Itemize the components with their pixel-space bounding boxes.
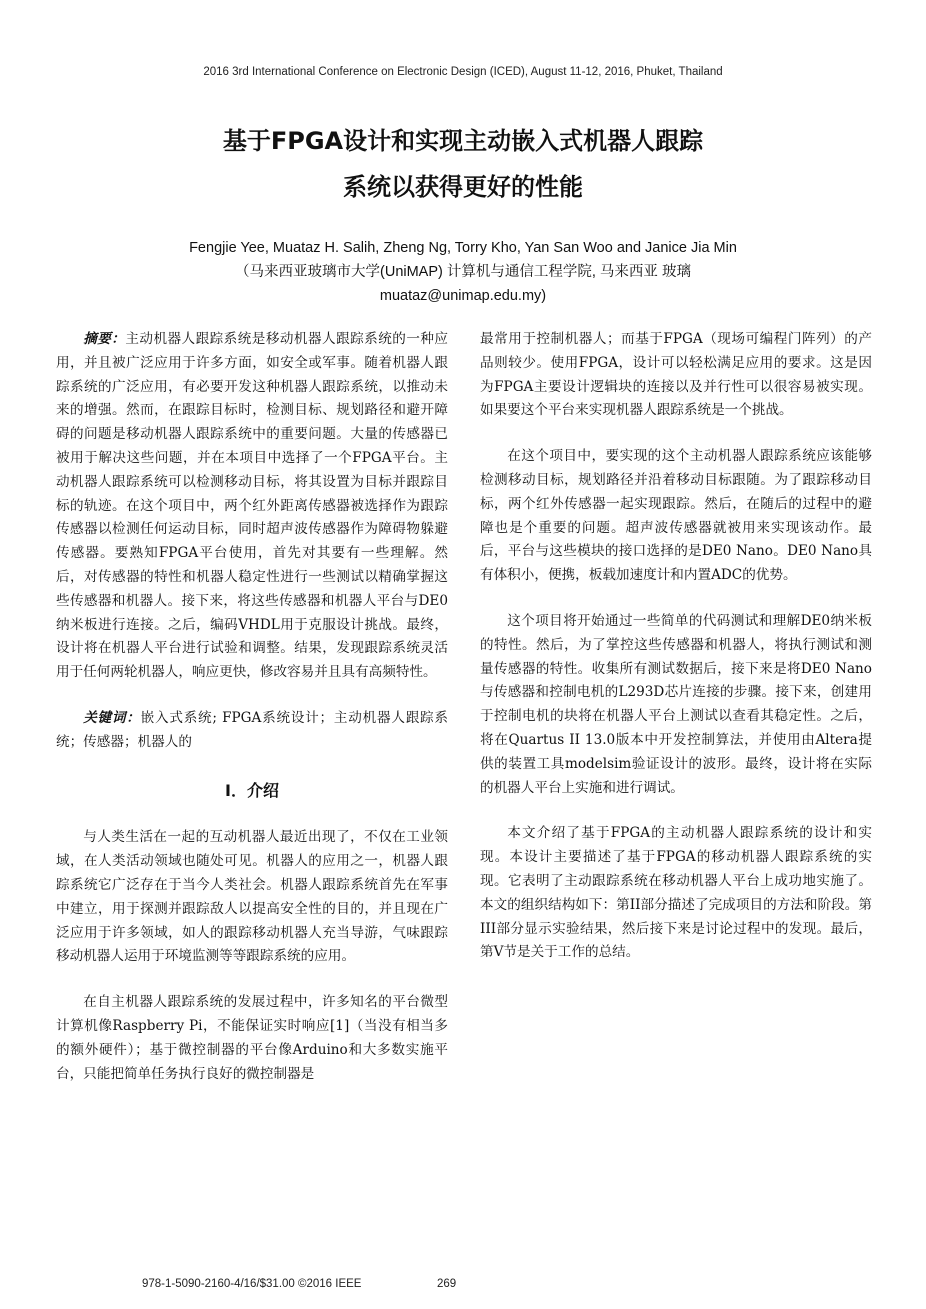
author-affiliation: （马来西亚玻璃市大学(UniMAP) 计算机与通信工程学院, 马来西亚 玻璃 — [235, 264, 691, 280]
right-paragraph-3: 这个项目将开始通过一些简单的代码测试和理解DE0纳米板的特性。然后，为了掌控这些传感器和机器人，将执行测试和测量传感器的特性。收集所有测试数据后，接下来是将DE0 Nano与传感器和控制电机的L293D芯片连接的步骤。接下来，创建用于控制电机的块将在机器人平台上测试以查看其稳定性。之后，将在Quartus II 13.0版本中开发控制算法，并使用由Altera提供的装置工具modelsim验证设计的波形。最终，设计将在实际的机器人平台上实施和进行调试。 — [480, 612, 872, 796]
keywords-text: 嵌入式系统; FPGA系统设计；主动机器人跟踪系统；传感器；机器人的 — [56, 709, 449, 750]
left-column — [56, 328, 448, 1086]
abstract — [56, 328, 448, 685]
paper-title — [0, 118, 926, 210]
intro-paragraph-1: 与人类生活在一起的互动机器人最近出现了，不仅在工业领域，在人类活动领域也随处可见。机器人的应用之一，机器人跟踪系统它广泛存在于当今人类社会。机器人跟踪系统首先在军事中建立，用于探测并跟踪敌人以提高安全性的目的，并且现在广泛应用于许多领域，如人的跟踪移动机器人充当导游，气味跟踪移动机器人运用于环境监测等等跟踪系统的应用。 — [56, 829, 448, 965]
section-heading-intro: I．介绍 — [225, 780, 279, 800]
title-line-1: 基于FPGA设计和实现主动嵌入式机器人跟踪 — [222, 127, 704, 155]
page-number: 269 — [437, 1278, 457, 1290]
keywords — [56, 707, 448, 755]
abstract-text: 主动机器人跟踪系统是移动机器人跟踪系统的一种应用，并且被广泛应用于许多方面，如安全或军事。随着机器人跟踪系统的广泛应用，有必要开发这种机器人跟踪系统，以推动未来的增强。然而，在跟踪目标时，检测目标、规划路径和避开障碍的问题是移动机器人跟踪系统中的重要问题。大量的传感器已被用于解决这些问题，并在本项目中选择了一个FPGA平台。主动机器人跟踪系统可以检测移动目标，将其设置为目标并跟踪目标的轨迹。在这个项目中，两个红外距离传感器被选择作为跟踪传感器以检测任何运动目标，同时超声波传感器作为障碍物躲避传感器。要熟知FPGA平台使用，首先对其要有一些理解。然后，对传感器的特性和机器人稳定性进行一些测试以精确掌握这些传感器和机器人。接下来，将这些传感器和机器人平台与DE0纳米板进行连接。之后，编码VHDL用于克服设计挑战。最终，设计将在机器人平台进行试验和调整。结果，发现跟踪系统灵活用于任何两轮机器人，响应更快，修改容易并且具有高频特性。 — [56, 331, 449, 681]
right-paragraph-4: 本文介绍了基于FPGA的主动机器人跟踪系统的设计和实现。本设计主要描述了基于FPGA的移动机器人跟踪系统的实现。它表明了主动跟踪系统在移动机器人平台上成功地实施了。本文的组织结构如下：第II部分描述了完成项目的方法和阶段。第III部分显示实验结果，然后接下来是讨论过程中的发现。最后，第V节是关于工作的总结。 — [480, 825, 872, 961]
right-paragraph-1: 最常用于控制机器人；而基于FPGA（现场可编程门阵列）的产品则较少。使用FPGA，设计可以轻松满足应用的要求。这是因为FPGA主要设计逻辑块的连接以及并行性可以很容易被实现。如果要这个平台来实现机器人跟踪系统是一个挑战。 — [480, 331, 872, 419]
keywords-label: 关键词： — [83, 709, 141, 726]
conference-header: 2016 3rd International Conference on Electronic Design (ICED), August 11-12, 2016, Phuket, Thailand — [203, 66, 723, 78]
author-email: muataz@unimap.edu.my) — [379, 288, 547, 304]
abstract-label: 摘要： — [83, 331, 126, 347]
right-paragraph-2: 在这个项目中，要实现的这个主动机器人跟踪系统应该能够检测移动目标，规划路径并沿着移动目标跟随。为了跟踪移动目标，两个红外传感器一起实现跟踪。然后，在随后的过程中的避障也是个重要的问题。超声波传感器就被用来实现该动作。最后，平台与这些模块的接口选择的是DE0 Nano。DE0 Nano具有体积小，便携，板载加速度计和内置ADC的优势。 — [480, 448, 872, 584]
author-block — [0, 236, 926, 308]
title-line-2: 系统以获得更好的性能 — [343, 173, 583, 201]
author-names: Fengjie Yee, Muataz H. Salih, Zheng Ng, Torry Kho, Yan San Woo and Janice Jia Min — [189, 240, 737, 256]
intro-paragraph-2: 在自主机器人跟踪系统的发展过程中，许多知名的平台微型计算机像Raspberry Pi，不能保证实时响应[1]（当没有相当多的额外硬件）；基于微控制器的平台像Arduino和大多数实施平台，只能把简单任务执行良好的微控制器是 — [56, 994, 448, 1082]
right-column — [480, 328, 872, 965]
footer-isbn: 978-1-5090-2160-4/16/$31.00 ©2016 IEEE — [142, 1278, 362, 1290]
